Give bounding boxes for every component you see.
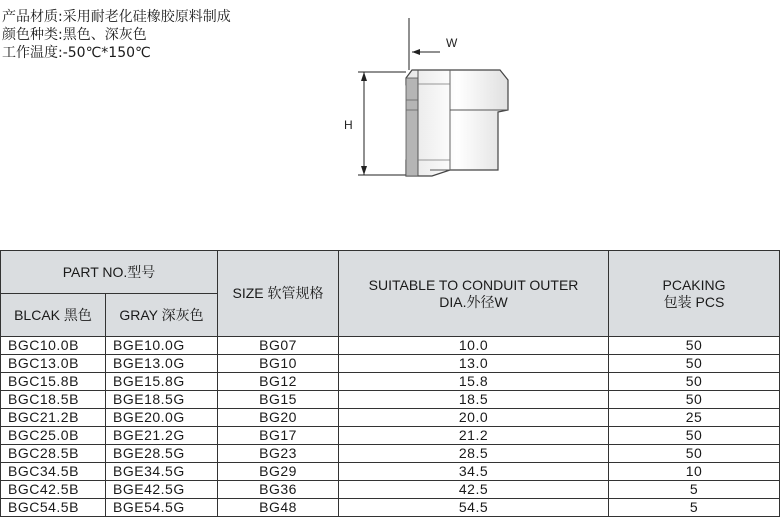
technical-drawing [300, 10, 550, 210]
gray-part-cell: BGE54.5G [106, 499, 218, 517]
black-part-cell: BGC28.5B [1, 445, 106, 463]
pcs-cell: 5 [609, 481, 780, 499]
dia-cell: 21.2 [339, 427, 609, 445]
w-arrow [412, 49, 420, 55]
gray-part-cell: BGE34.5G [106, 463, 218, 481]
pcs-cell: 50 [609, 445, 780, 463]
size-cell: BG36 [218, 481, 339, 499]
dia-cell: 18.5 [339, 391, 609, 409]
gray-part-cell: BGE28.5G [106, 445, 218, 463]
black-part-cell: BGC54.5B [1, 499, 106, 517]
pcs-cell: 50 [609, 373, 780, 391]
material-line: 产品材质:采用耐老化硅橡胶原料制成 [2, 9, 231, 25]
pcs-cell: 50 [609, 391, 780, 409]
black-part-cell: BGC18.5B [1, 391, 106, 409]
gray-part-cell: BGE13.0G [106, 355, 218, 373]
size-cell: BG20 [218, 409, 339, 427]
color-line: 颜色种类:黑色、深灰色 [2, 27, 147, 43]
pcs-cell: 50 [609, 337, 780, 355]
black-part-cell: BGC15.8B [1, 373, 106, 391]
table-row [1, 463, 780, 481]
dia-cell: 54.5 [339, 499, 609, 517]
packing-header [609, 251, 780, 337]
dia-cell: 28.5 [339, 445, 609, 463]
temperature-line: 工作温度:-50℃*150℃ [2, 45, 151, 61]
size-cell: BG17 [218, 427, 339, 445]
gray-part-cell: BGE42.5G [106, 481, 218, 499]
gray-part-cell: BGE15.8G [106, 373, 218, 391]
black-part-cell: BGC13.0B [1, 355, 106, 373]
suitable-header-line1: SUITABLE TO CONDUIT OUTER [368, 276, 579, 293]
h-arrow-top [361, 72, 367, 81]
table-row [1, 355, 780, 373]
size-cell: BG48 [218, 499, 339, 517]
size-cell: BG10 [218, 355, 339, 373]
gray-part-cell: BGE20.0G [106, 409, 218, 427]
section-hatch [406, 78, 418, 176]
h-label: H [344, 118, 353, 132]
spec-table [0, 250, 780, 517]
size-cell: BG29 [218, 463, 339, 481]
black-part-cell: BGC21.2B [1, 409, 106, 427]
dia-cell: 10.0 [339, 337, 609, 355]
part-no-header: PART NO.型号 [1, 251, 218, 294]
gray-part-cell: BGE21.2G [106, 427, 218, 445]
pcs-cell: 10 [609, 463, 780, 481]
size-cell: BG07 [218, 337, 339, 355]
table-row [1, 481, 780, 499]
gray-part-cell: BGE10.0G [106, 337, 218, 355]
grommet-drawing [300, 10, 550, 210]
packing-header-line1: PCAKING [662, 276, 726, 293]
table-row [1, 373, 780, 391]
size-header: SIZE 软管规格 [218, 251, 339, 337]
table-row [1, 445, 780, 463]
dia-cell: 20.0 [339, 409, 609, 427]
packing-header-line2: 包装 PCS [663, 293, 725, 310]
dia-cell: 34.5 [339, 463, 609, 481]
suitable-header [339, 251, 609, 337]
black-header: BLCAK 黑色 [1, 294, 106, 337]
table-row [1, 409, 780, 427]
table-row [1, 337, 780, 355]
black-part-cell: BGC34.5B [1, 463, 106, 481]
dia-cell: 15.8 [339, 373, 609, 391]
product-specs [2, 8, 231, 62]
gray-header: GRAY 深灰色 [106, 294, 218, 337]
dia-cell: 13.0 [339, 355, 609, 373]
black-part-cell: BGC42.5B [1, 481, 106, 499]
size-cell: BG23 [218, 445, 339, 463]
pcs-cell: 5 [609, 499, 780, 517]
pcs-cell: 50 [609, 427, 780, 445]
table-row [1, 391, 780, 409]
h-arrow-bottom [361, 166, 367, 175]
table-row [1, 427, 780, 445]
dia-cell: 42.5 [339, 481, 609, 499]
w-label: W [446, 36, 458, 50]
pcs-cell: 25 [609, 409, 780, 427]
suitable-header-line2: DIA.外径W [439, 293, 508, 310]
pcs-cell: 50 [609, 355, 780, 373]
black-part-cell: BGC10.0B [1, 337, 106, 355]
gray-part-cell: BGE18.5G [106, 391, 218, 409]
size-cell: BG15 [218, 391, 339, 409]
black-part-cell: BGC25.0B [1, 427, 106, 445]
table-row [1, 499, 780, 517]
size-cell: BG12 [218, 373, 339, 391]
